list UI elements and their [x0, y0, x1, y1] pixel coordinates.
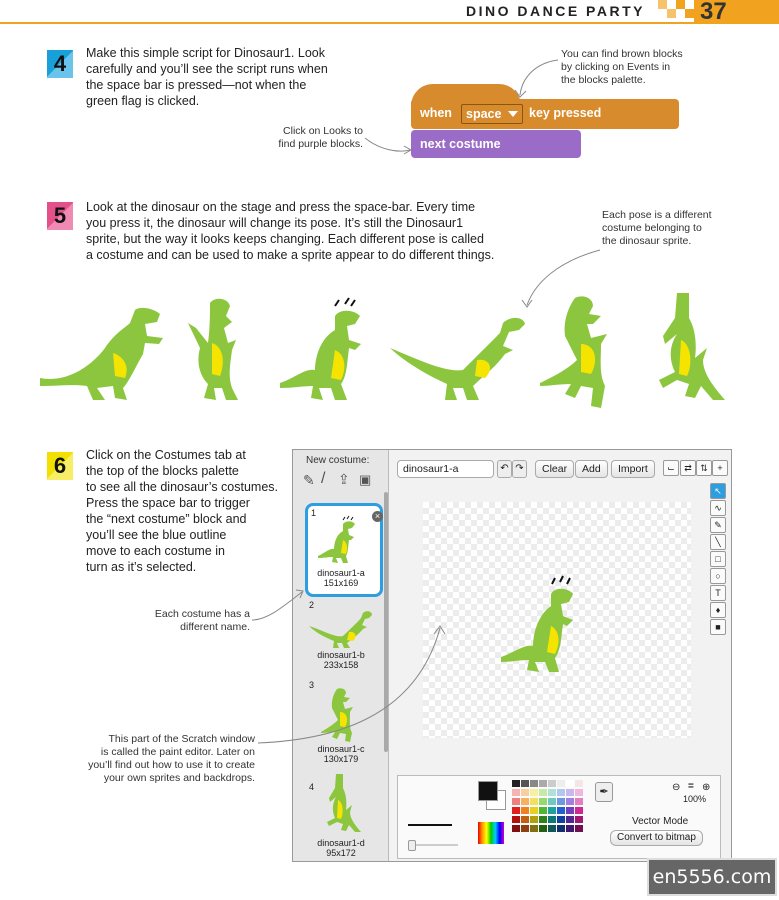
- convert-to-bitmap-button[interactable]: Convert to bitmap: [610, 830, 703, 846]
- costume-size-label: 95x172: [326, 848, 356, 858]
- draw-new-icon[interactable]: /: [321, 470, 326, 487]
- page-number: 37: [700, 0, 727, 25]
- step4-text: Make this simple script for Dinosaur1. Look carefully and you’ll see the script runs when the space bar is pressed—not when the green flag is clicked.: [86, 46, 328, 108]
- note-paint-editor: This part of the Scratch window is called the paint editor. Later on you’ll find out how to use it to create your own sprites and backdrops.: [88, 733, 255, 784]
- costume-name-label: dinosaur1-d: [317, 838, 365, 848]
- eyedropper-button[interactable]: ✒: [595, 782, 613, 802]
- note-each-pose: Each pose is a different costume belonging to the dinosaur sprite.: [602, 209, 712, 247]
- rectangle-tool-icon[interactable]: □: [710, 551, 726, 567]
- redo-button[interactable]: ↷: [512, 460, 527, 478]
- crop-icon[interactable]: ⌙: [663, 460, 679, 476]
- costume-size-label: 151x169: [323, 578, 359, 588]
- flip-vertical-icon[interactable]: ⇅: [696, 460, 712, 476]
- set-center-icon[interactable]: +: [712, 460, 728, 476]
- step-number-text: 5: [53, 203, 67, 228]
- costume-index: 1: [311, 508, 317, 518]
- add-button[interactable]: Add: [575, 460, 608, 478]
- fill-tool-icon[interactable]: ♦: [710, 602, 726, 618]
- note-costume-name: Each costume has a different name.: [154, 608, 250, 633]
- select-tool-icon[interactable]: ↖: [710, 483, 726, 499]
- costume-size-label: 233x158: [323, 660, 359, 670]
- flip-horizontal-icon[interactable]: ⇄: [680, 460, 696, 476]
- note-brown-blocks: You can find brown blocks by clicking on Events in the blocks palette.: [561, 48, 683, 86]
- chapter-title: DINO DANCE PARTY: [466, 3, 645, 19]
- new-costume-label: New costume:: [306, 455, 370, 466]
- import-button[interactable]: Import: [611, 460, 655, 478]
- camera-icon[interactable]: ▣: [359, 472, 372, 487]
- costume-index: 3: [309, 680, 315, 690]
- costume-name-label: dinosaur1-c: [317, 744, 365, 754]
- step-number-text: 4: [53, 51, 67, 76]
- zoom-in-icon[interactable]: ⊕: [702, 782, 711, 793]
- costume-size-label: 130x179: [323, 754, 359, 764]
- costume-name-label: dinosaur1-b: [317, 650, 365, 660]
- line-tool-icon[interactable]: ╲: [710, 534, 726, 550]
- watermark: en5556.com: [647, 858, 777, 896]
- step-number-text: 6: [53, 453, 67, 478]
- costume-name-label: dinosaur1-a: [317, 568, 365, 578]
- zoom-level: 100%: [683, 794, 707, 804]
- zoom-out-icon[interactable]: ⊖: [672, 782, 681, 793]
- text-tool-icon[interactable]: T: [710, 585, 726, 601]
- when-label: when: [420, 106, 452, 120]
- ellipse-tool-icon[interactable]: ○: [710, 568, 726, 584]
- key-pressed-label: key pressed: [529, 106, 602, 120]
- reshape-tool-icon[interactable]: ∿: [710, 500, 726, 516]
- costume-index: 4: [309, 782, 315, 792]
- clear-button[interactable]: Clear: [535, 460, 574, 478]
- pencil-tool-icon[interactable]: ✎: [710, 517, 726, 533]
- zoom-reset-icon[interactable]: =: [688, 781, 694, 792]
- stamp-tool-icon[interactable]: ■: [710, 619, 726, 635]
- next-costume-label: next costume: [420, 137, 501, 151]
- costume-index: 2: [309, 600, 315, 610]
- upload-icon[interactable]: ⇪: [338, 471, 350, 487]
- step5-text: Look at the dinosaur on the stage and press the space-bar. Every time you press it, the dinosaur will change its pose. It’s still the Dinosaur1 sprite, but the way it looks keeps changing. Each different pose is called a costume and can be used to make a sprite appear to do different things.: [86, 200, 495, 262]
- costume-name-input[interactable]: dinosaur1-a: [397, 460, 494, 478]
- step6-text: Click on the Costumes tab at the top of the blocks palette to see all the dinosaur’s costumes. Press the space bar to trigger the “next costume” block and you’ll see the blue outline move to each costume in turn as it’s selected.: [86, 448, 279, 574]
- note-looks: Click on Looks to find purple blocks.: [278, 125, 363, 150]
- paint-brush-icon[interactable]: ✎: [303, 472, 315, 488]
- vector-mode-label: Vector Mode: [632, 816, 689, 827]
- delete-costume-icon[interactable]: ×: [372, 511, 383, 522]
- key-dropdown-value: space: [466, 107, 502, 121]
- undo-button[interactable]: ↶: [497, 460, 512, 478]
